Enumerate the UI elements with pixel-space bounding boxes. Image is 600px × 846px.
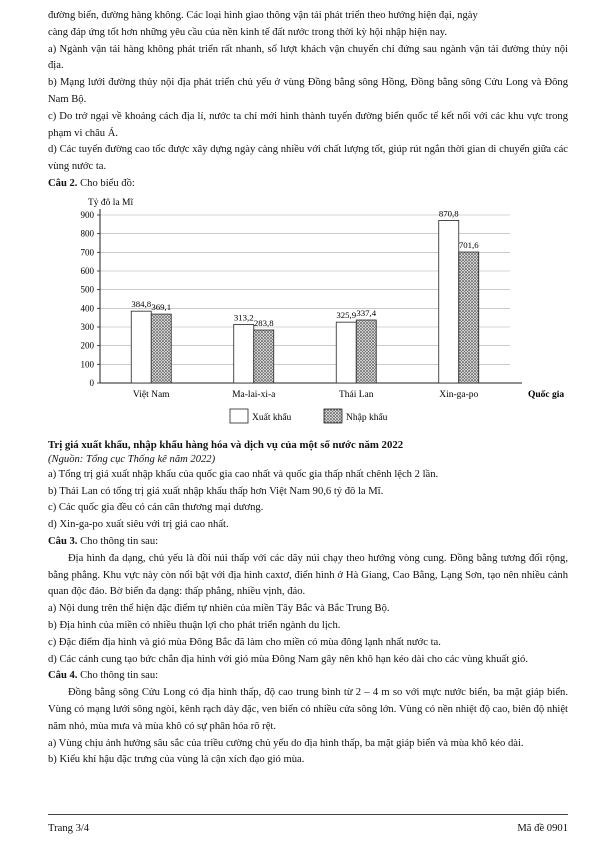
question-2-label: Câu 2.	[48, 177, 78, 189]
q2-option-b: b) Thái Lan có tổng trị giá xuất nhập khẩu thấp hơn Việt Nam 90,6 tỷ đô la Mĩ.	[48, 485, 384, 497]
page-footer	[48, 814, 568, 834]
question-4-prompt: Cho thông tin sau:	[77, 670, 159, 682]
q4-option-a: a) Vùng chịu ảnh hưởng sâu sắc của triều cường chủ yếu do địa hình thấp, ba mặt giáp biển và mùa khô kéo dài.	[48, 737, 524, 749]
question-4-label: Câu 4.	[48, 670, 78, 682]
bar-export	[131, 311, 151, 383]
y-tick-label: 100	[80, 359, 94, 370]
data-label: 701,6	[458, 239, 479, 250]
legend-swatch-export	[230, 409, 248, 423]
bar-export	[336, 322, 356, 383]
question-3-heading	[48, 534, 568, 551]
data-label: 384,8	[131, 298, 152, 309]
category-label: Việt Nam	[132, 389, 170, 400]
y-axis-title: Tỷ đô la Mĩ	[88, 197, 134, 208]
x-axis-title: Quốc gia	[528, 389, 565, 400]
bar-chart	[48, 193, 568, 437]
bar-export	[439, 220, 459, 383]
bar-import	[459, 252, 479, 383]
question-3-label: Câu 3.	[48, 535, 78, 547]
intro-line-1: đường biển, đường hàng không. Các loại hình giao thông vận tải phát triển theo hướng hiện đại, ngày	[48, 10, 478, 21]
data-label: 870,8	[438, 208, 459, 219]
chart-title: Trị giá xuất khẩu, nhập khẩu hàng hóa và dịch vụ của một số nước năm 2022	[48, 438, 404, 451]
question-3-prompt: Cho thông tin sau:	[77, 535, 159, 547]
question-2-heading	[48, 176, 568, 193]
chart-container	[48, 193, 568, 437]
question-2-prompt: Cho biểu đồ:	[77, 177, 135, 189]
bar-export	[234, 324, 254, 382]
data-label: 369,1	[151, 301, 172, 312]
q3-option-c: c) Đặc điểm địa hình và gió mùa Đông Bắc đã làm cho miền có mùa đông lạnh nhất nước ta.	[48, 636, 441, 648]
y-tick-label: 900	[80, 209, 94, 220]
bar-import	[151, 314, 171, 383]
chart-source: (Nguồn: Tổng cục Thống kê năm 2022)	[48, 453, 216, 465]
legend-label-import: Nhập khẩu	[346, 412, 388, 423]
category-label: Ma-lai-xi-a	[232, 389, 276, 400]
q3-option-b: b) Địa hình của miền có nhiều thuận lợi cho phát triển ngành du lịch.	[48, 619, 341, 631]
y-tick-label: 0	[89, 377, 94, 388]
q2-option-d: d) Xin-ga-po xuất siêu với trị giá cao nhất.	[48, 519, 229, 531]
q1-option-a: a) Ngành vận tải hàng không phát triển rất nhanh, số lượt khách vận chuyển chỉ đứng sau ngành vận tải đường thủy nội địa.	[48, 43, 568, 72]
page-content	[48, 8, 568, 769]
q3-option-d: d) Các cánh cung tạo bức chắn địa hình với gió mùa Đông Nam gây nên khô hạn kéo dài cho các vùng khuất gió.	[48, 653, 528, 665]
q2-option-a: a) Tổng trị giá xuất nhập khẩu của quốc gia cao nhất và quốc gia thấp nhất chênh lệch 2 lần.	[48, 468, 439, 480]
bar-import	[254, 330, 274, 383]
y-tick-label: 300	[80, 321, 94, 332]
question-3-info: Địa hình đa dạng, chủ yếu là đồi núi thấp với các dãy núi chạy theo hướng vòng cung. Đồng bằng tương đối rộng, bằng phẳng. Khu vực này còn nổi bật với địa hình caxtơ, điển hình ở Hà Giang, Cao Bằng, Lạng Sơn, tạo nên nhiều cảnh quan độc đáo. Bờ biển đa dạng: thấp phẳng, nhiều vịnh, đảo.	[48, 552, 568, 598]
legend-swatch-import	[324, 409, 342, 423]
y-tick-label: 200	[80, 340, 94, 351]
category-label: Xin-ga-po	[439, 389, 479, 400]
q3-option-a: a) Nội dung trên thể hiện đặc điểm tự nhiên của miền Tây Bắc và Bắc Trung Bộ.	[48, 603, 390, 615]
data-label: 283,8	[253, 317, 274, 328]
page-number: Trang 3/4	[48, 823, 90, 834]
q1-option-b: b) Mạng lưới đường thủy nội địa phát triển chủ yếu ở vùng Đồng bằng sông Hồng, Đồng bằng sông Cửu Long và Đông Nam Bộ.	[48, 77, 568, 105]
question-4-info: Đồng bằng sông Cửu Long có địa hình thấp, độ cao trung bình từ 2 – 4 m so với mực nước biển, ba mặt giáp biển. Vùng có mạng lưới sông ngòi, kênh rạch dày đặc, ven biển có nhiều cửa sông lớn. Vùng có nền nhiệt độ cao, biên độ nhiệt năm nhỏ, mùa mưa và mùa khô có sự phân hóa rõ rệt.	[48, 687, 568, 732]
y-tick-label: 800	[80, 228, 94, 239]
y-tick-label: 600	[80, 265, 94, 276]
intro-line-2: càng đáp ứng tốt hơn những yêu cầu của nền kinh tế đất nước trong thời kỳ hội nhập hiện nay.	[48, 26, 448, 38]
q4-option-b: b) Kiểu khí hậu đặc trưng của vùng là cận xích đạo gió mùa.	[48, 754, 305, 766]
exam-code: Mã đề 0901	[517, 823, 568, 834]
y-tick-label: 400	[80, 303, 94, 314]
category-label: Thái Lan	[338, 389, 374, 400]
y-tick-label: 500	[80, 284, 94, 295]
data-label: 337,4	[356, 307, 377, 318]
q2-option-c: c) Các quốc gia đều có cán cân thương mại dương.	[48, 502, 264, 514]
question-4-heading	[48, 668, 568, 685]
y-tick-label: 700	[80, 247, 94, 258]
data-label: 313,2	[233, 312, 254, 323]
q1-option-d: d) Các tuyến đường cao tốc được xây dựng ngày càng nhiều với chất lượng tốt, giúp rút ngắn thời gian di chuyển giữa các vùng nước ta.	[48, 144, 568, 173]
q1-option-c: c) Do trở ngại về khoảng cách địa lí, nước ta chỉ mới hình thành tuyến đường biển quốc tế kết nối với các khu vực trong phạm vi châu Á.	[48, 110, 568, 139]
legend-label-export: Xuất khẩu	[252, 412, 292, 423]
bar-import	[356, 320, 376, 383]
data-label: 325,9	[336, 309, 357, 320]
